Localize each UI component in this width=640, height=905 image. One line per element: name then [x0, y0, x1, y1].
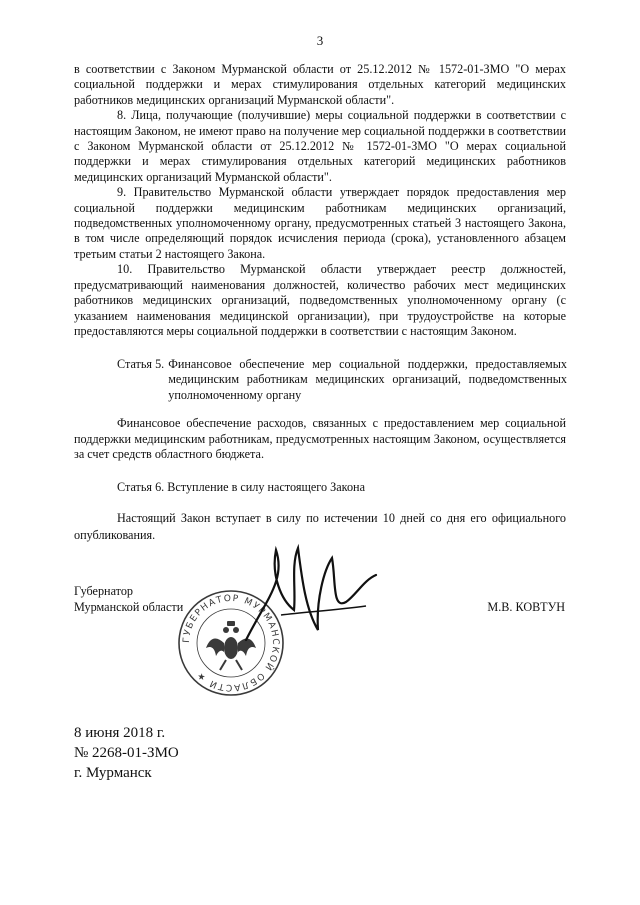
article-5-heading	[117, 357, 567, 403]
article-5-title: Финансовое обеспечение мер социальной поддержки, предоставляемых медицинским работникам медицинских организаций, подведомственных уполномоченному органу	[168, 357, 567, 402]
article-5-label: Статья 5.	[117, 357, 165, 371]
entry-into-force-section	[74, 510, 566, 544]
entry-into-force-paragraph: Настоящий Закон вступает в силу по истечении 10 дней со дня его официального опубликования.	[74, 511, 566, 542]
signing-date: 8 июня 2018 г.	[74, 725, 166, 741]
seal-text: ГУБЕРНАТОР МУРМАНСКОЙ ОБЛАСТИ ★	[181, 593, 281, 693]
handwritten-signature	[236, 540, 386, 650]
signing-details	[74, 723, 179, 783]
financing-paragraph: Финансовое обеспечение расходов, связанных с предоставлением мер социальной поддержки медицинским работникам, предусмотренных настоящим Законом, осуществляется за счет средств областного бюджета.	[74, 416, 566, 462]
law-number: № 2268-01-ЗМО	[74, 745, 179, 761]
signing-city: г. Мурманск	[74, 765, 152, 781]
paragraph-8: 8. Лица, получающие (получившие) меры социальной поддержки в соответствии с настоящим Законом, не имеют право на получение мер социальной поддержки в соответствии с Законом Мурманской области от 25.12.2012 № 1572-01-ЗМО "О мерах социальной поддержки и мерах стимулирования отдельных категорий медицинских работников медицинских организаций Мурманской области".	[74, 108, 566, 184]
signatory-position-line1: Губернатор	[74, 584, 134, 598]
signatory-position-line2: Мурманской области	[74, 600, 184, 614]
law-body	[74, 62, 566, 339]
page-number: 3	[316, 33, 324, 48]
paragraph-continuation: в соответствии с Законом Мурманской области от 25.12.2012 № 1572-01-ЗМО "О мерах социальной поддержки и мерах стимулирования отдельных категорий медицинских работников медицинских организаций Мурманской области".	[74, 62, 566, 107]
signatory-name: М.В. КОВТУН	[487, 600, 565, 614]
financing-section	[74, 416, 566, 463]
paragraph-9: 9. Правительство Мурманской области утверждает порядок предоставления мер социальной поддержки медицинским работникам медицинских организаций, подведомственных уполномоченному органу, предусмотренных статьей 3 настоящего Закона, в том числе определяющий порядок исчисления периода (срока), установленного абзацем третьим статьи 2 настоящего Закона.	[74, 185, 566, 261]
paragraph-10: 10. Правительство Мурманской области утверждает реестр должностей, предусматривающий наименования должностей, количество рабочих мест медицинских работников медицинских организаций, подведомственных уполномоченному органу (с указанием наименования медицинской организации), при трудоустройстве на которые предоставляются меры социальной поддержки в соответствии с настоящим Законом.	[74, 262, 566, 338]
article-6-heading: Статья 6. Вступление в силу настоящего Закона	[117, 480, 365, 494]
